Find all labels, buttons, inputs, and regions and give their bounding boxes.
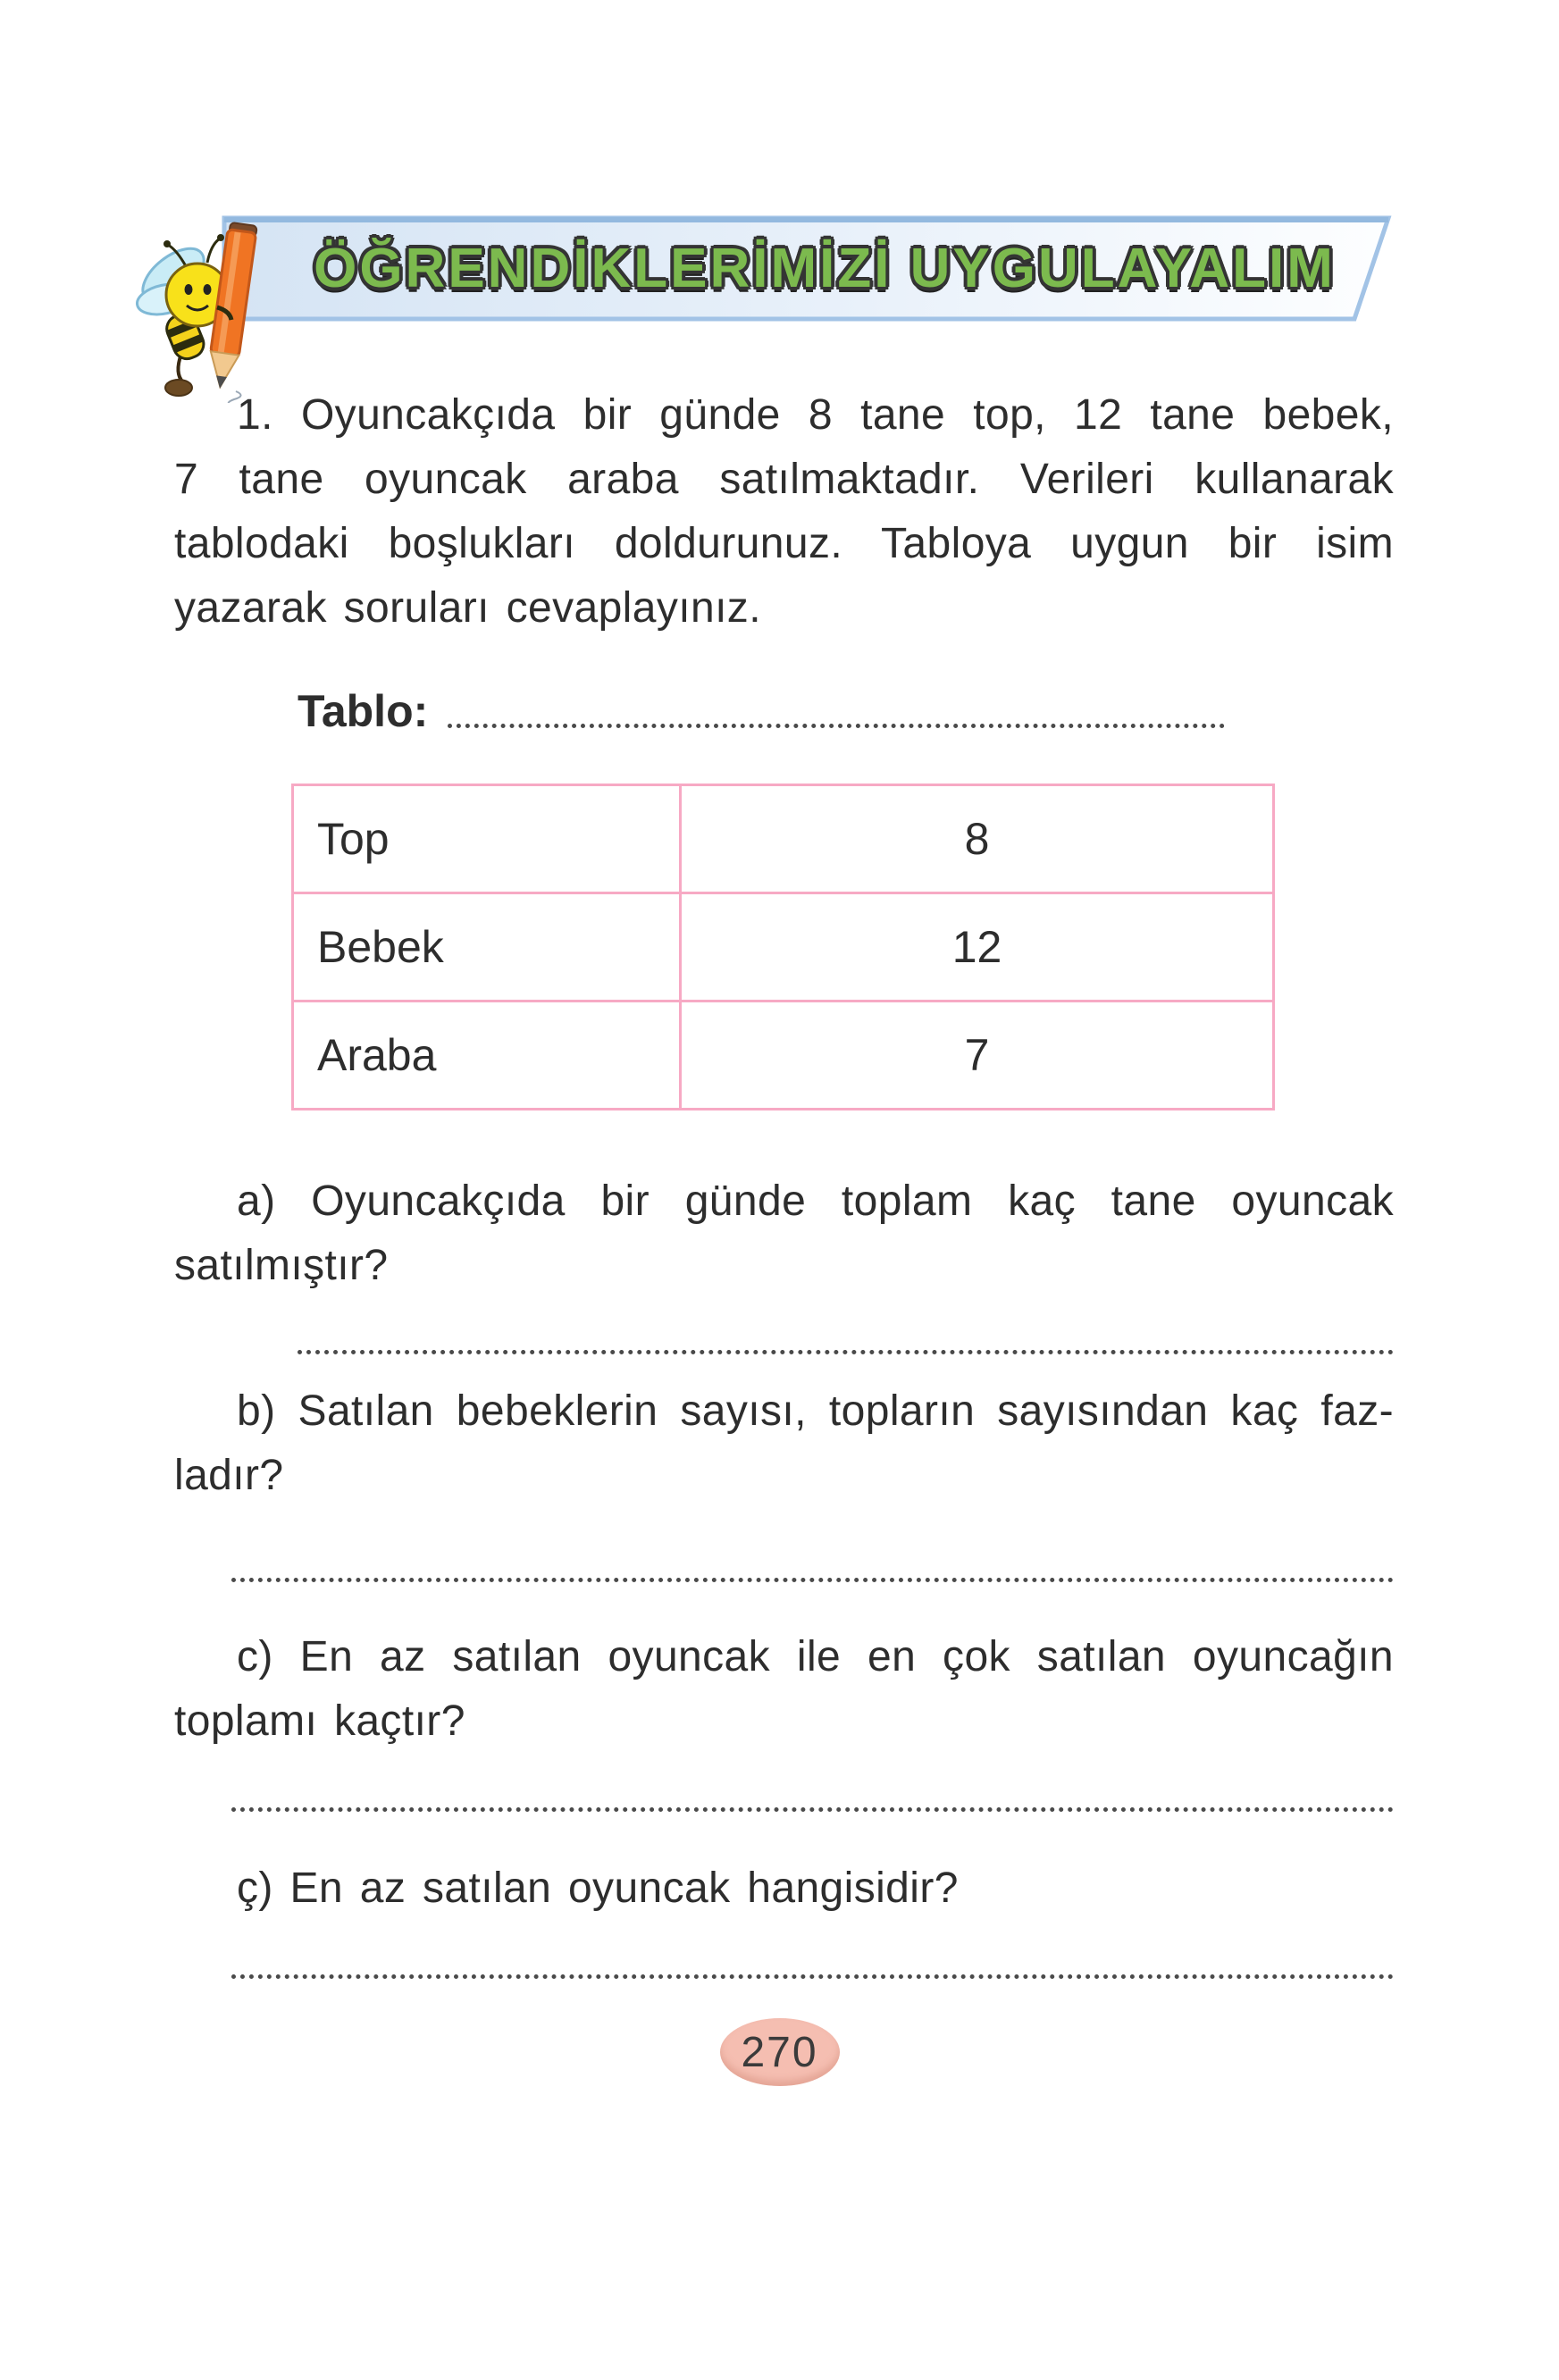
table-cell-value: 12 bbox=[951, 922, 1002, 972]
question-a bbox=[174, 1169, 1394, 1298]
page-number: 270 bbox=[741, 2028, 818, 2076]
answer-line-c bbox=[231, 1807, 1394, 1812]
table-cell-item: Araba bbox=[294, 1002, 682, 1108]
question-cc bbox=[174, 1856, 1394, 1921]
page-number-badge bbox=[720, 2018, 840, 2086]
answer-line-a bbox=[298, 1350, 1394, 1354]
header-banner bbox=[222, 214, 1392, 323]
problem-line: 1. Oyuncakçıda bir günde 8 tane top, 12 tane bebek, bbox=[237, 391, 1394, 439]
answer-line-b bbox=[231, 1578, 1394, 1582]
table-row bbox=[294, 786, 1272, 892]
problem-line: yazarak soruları cevaplayınız. bbox=[174, 584, 761, 632]
table-cell-value: 8 bbox=[964, 814, 990, 864]
answer-line-cc bbox=[231, 1974, 1394, 1979]
toy-sales-table bbox=[291, 784, 1275, 1110]
table-cell-item: Bebek bbox=[294, 894, 682, 1000]
table-cell-value: 7 bbox=[964, 1030, 990, 1080]
problem-line: tablodaki boşlukları doldurunuz. Tabloya uygun bir isim bbox=[174, 520, 1394, 567]
table-label: Tablo: bbox=[298, 686, 429, 736]
table-row bbox=[294, 892, 1272, 1000]
section-title: ÖĞRENDİKLERİMİZİ UYGULAYALIM bbox=[314, 238, 1336, 299]
question-c-line: c) En az satılan oyuncak ile en çok satılan oyuncağın bbox=[237, 1633, 1394, 1680]
question-b bbox=[174, 1379, 1394, 1508]
problem-line: 7 tane oyuncak araba satılmaktadır. Verileri kullanarak bbox=[174, 456, 1394, 503]
page-content bbox=[174, 214, 1394, 1979]
question-b-line: ladır? bbox=[174, 1452, 284, 1499]
problem-statement bbox=[174, 383, 1394, 641]
table-row bbox=[294, 1000, 1272, 1108]
table-cell-item: Top bbox=[294, 786, 682, 892]
question-b-line: b) Satılan bebeklerin sayısı, topların sayısından kaç faz- bbox=[237, 1387, 1394, 1435]
question-c bbox=[174, 1625, 1394, 1754]
question-cc-line: ç) En az satılan oyuncak hangisidir? bbox=[237, 1865, 959, 1912]
question-a-line: satılmıştır? bbox=[174, 1242, 389, 1289]
question-a-line: a) Oyuncakçıda bir günde toplam kaç tane oyuncak bbox=[237, 1177, 1394, 1225]
table-name-row bbox=[174, 683, 1394, 737]
table-name-blank bbox=[448, 724, 1225, 728]
question-c-line: toplamı kaçtır? bbox=[174, 1697, 465, 1745]
bee-with-pencil-icon bbox=[132, 211, 289, 403]
